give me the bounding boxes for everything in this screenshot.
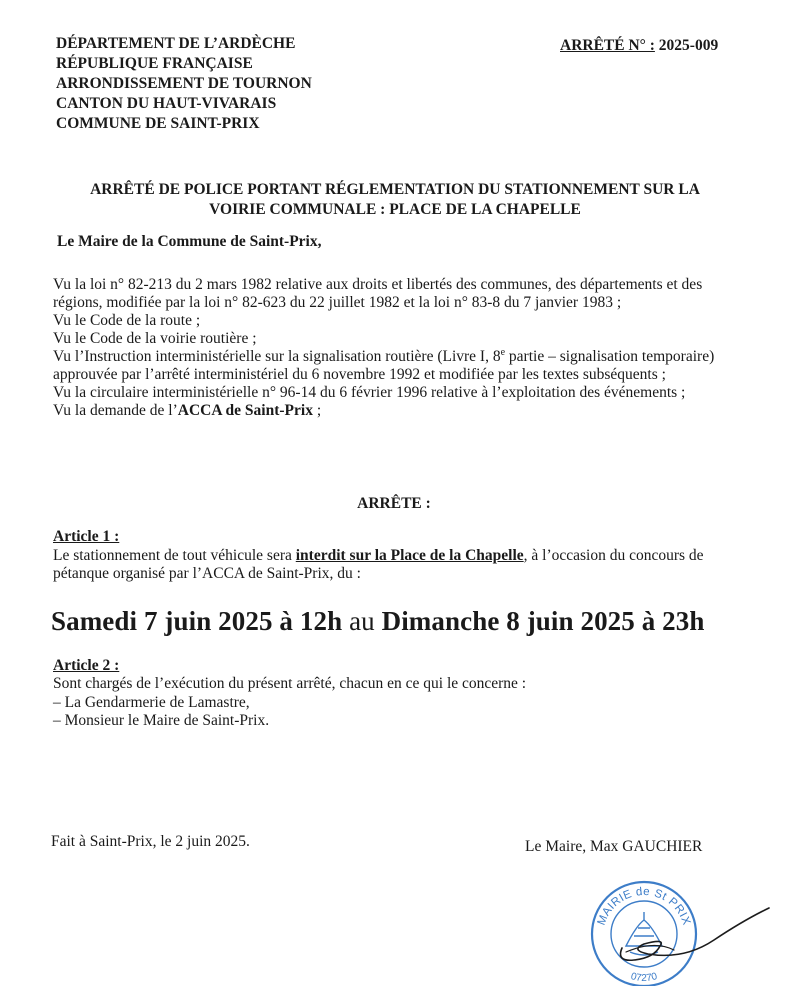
article-2-body bbox=[53, 675, 753, 731]
visa-law-82-213: Vu la loi n° 82-213 du 2 mars 1982 relative aux droits et libertés des communes, des départements et des régions, modifiée par la loi n° 82-623 du 22 juillet 1982 et la loi n° 83-8 du 7 janvier 1983 ; bbox=[53, 276, 703, 311]
header-line-commune: COMMUNE DE SAINT-PRIX bbox=[56, 115, 260, 132]
visa-instruction-sup: e bbox=[500, 346, 506, 358]
visa-code-route: Vu le Code de la route ; bbox=[53, 312, 201, 329]
event-dates bbox=[51, 606, 705, 637]
article-2-title: Article 2 : bbox=[53, 657, 120, 674]
mayor-intro: Le Maire de la Commune de Saint-Prix, bbox=[57, 233, 322, 250]
article-1-highlight: interdit sur la Place de la Chapelle bbox=[295, 547, 524, 564]
article-1-title: Article 1 : bbox=[53, 528, 120, 545]
article-2-item-gendarmerie: – La Gendarmerie de Lamastre, bbox=[53, 693, 250, 711]
document-title-line-1: ARRÊTÉ DE POLICE PORTANT RÉGLEMENTATION DU STATIONNEMENT SUR LA bbox=[90, 181, 700, 198]
stamp-text: MAIRIE de St PRIX bbox=[595, 885, 693, 927]
document-title-line-2: VOIRIE COMMUNALE : PLACE DE LA CHAPELLE bbox=[209, 201, 581, 218]
article-1-text-a: Le stationnement de tout véhicule sera bbox=[53, 547, 296, 564]
visa-demande-acca bbox=[53, 402, 753, 420]
document-title bbox=[40, 180, 750, 220]
decree-number-label: ARRÊTÉ N° : bbox=[560, 37, 655, 54]
event-start: Samedi 7 juin 2025 à 12h bbox=[51, 606, 343, 636]
visa-demande-text-a: Vu la demande de l’ bbox=[53, 402, 178, 419]
signature-line: Le Maire, Max GAUCHIER bbox=[525, 838, 703, 855]
stamp-code: 07270 bbox=[629, 971, 659, 985]
header-line-canton: CANTON DU HAUT-VIVARAIS bbox=[56, 95, 277, 112]
visa-circulaire: Vu la circulaire interministérielle n° 96-14 du 6 février 1996 relative à l’exploitation des événements ; bbox=[53, 384, 686, 401]
article-2-item-maire: – Monsieur le Maire de Saint-Prix. bbox=[53, 712, 270, 729]
article-1-body bbox=[53, 547, 753, 583]
event-connector: au bbox=[349, 606, 375, 636]
visa-demande-acca-name: ACCA de Saint-Prix bbox=[177, 402, 313, 419]
header-block bbox=[56, 34, 312, 134]
visa-instruction-signalisation bbox=[53, 348, 753, 384]
event-end: Dimanche 8 juin 2025 à 23h bbox=[381, 606, 705, 636]
signature-scribble bbox=[614, 900, 774, 970]
place-and-date: Fait à Saint-Prix, le 2 juin 2025. bbox=[51, 833, 250, 850]
header-line-republic: RÉPUBLIQUE FRANÇAISE bbox=[56, 55, 253, 72]
article-1-text-b: , à l’occasion du concours de pétanque organisé par l’ACCA de Saint-Prix, du : bbox=[53, 547, 704, 582]
header-line-arrondissement: ARRONDISSEMENT DE TOURNON bbox=[56, 75, 312, 92]
visa-code-voirie: Vu le Code de la voirie routière ; bbox=[53, 330, 257, 347]
header-line-department: DÉPARTEMENT DE L’ARDÈCHE bbox=[56, 35, 296, 52]
decree-number-value: 2025-009 bbox=[658, 37, 719, 54]
visas-block bbox=[53, 276, 753, 420]
visa-instruction-text-b: partie – signalisation temporaire) approuvée par l’arrêté interministériel du 6 novembre 1992 et modifiée par les textes subséquents ; bbox=[53, 348, 715, 383]
arrete-heading: ARRÊTE : bbox=[357, 495, 431, 512]
visa-instruction-text-a: Vu l’Instruction interministérielle sur la signalisation routière (Livre I, 8 bbox=[53, 348, 501, 365]
decree-number bbox=[560, 37, 718, 55]
article-2-intro: Sont chargés de l’exécution du présent arrêté, chacun en ce qui le concerne : bbox=[53, 675, 527, 692]
visa-demande-text-b: ; bbox=[312, 402, 322, 419]
